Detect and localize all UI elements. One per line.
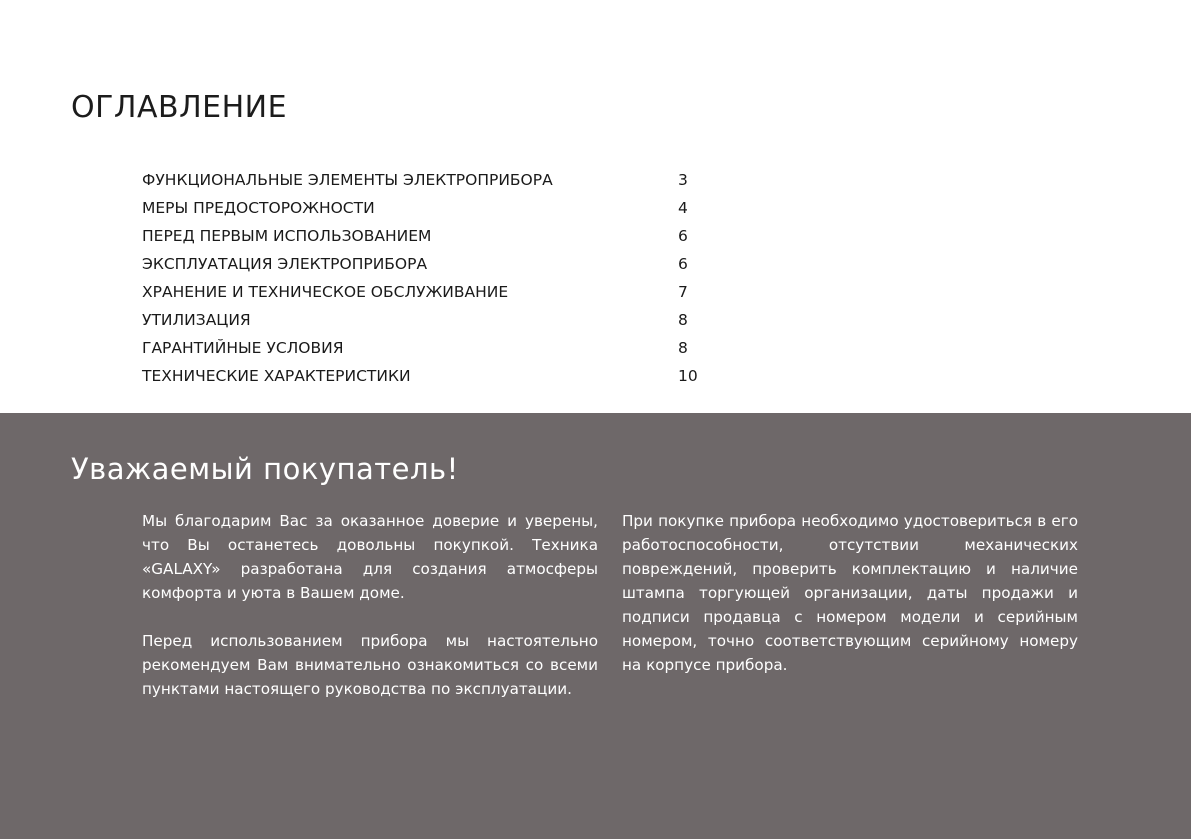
toc-item-page: 3 <box>678 171 688 189</box>
toc-item <box>142 222 742 250</box>
toc-item-page: 8 <box>678 339 688 357</box>
toc-item <box>142 194 742 222</box>
toc-item <box>142 166 742 194</box>
toc-item-page: 8 <box>678 311 688 329</box>
greeting-paragraph: Мы благодарим Вас за оказанное доверие и уверены, что Вы останетесь довольны покупкой. Техника «GALAXY» разработана для создания атмосферы комфорта и уюта в Вашем доме. <box>142 512 598 602</box>
toc-item-label: ФУНКЦИОНАЛЬНЫЕ ЭЛЕМЕНТЫ ЭЛЕКТРОПРИБОРА <box>142 171 553 189</box>
toc-item <box>142 362 742 390</box>
toc-item-label: УТИЛИЗАЦИЯ <box>142 311 251 329</box>
toc-item-page: 10 <box>678 367 698 385</box>
toc-item-page: 6 <box>678 227 688 245</box>
greeting-section <box>0 413 1191 839</box>
toc-item-label: ЭКСПЛУАТАЦИЯ ЭЛЕКТРОПРИБОРА <box>142 255 428 273</box>
greeting-paragraph: При покупке прибора необходимо удостовериться в его работоспособности, отсутствии механических повреждений, проверить комплектацию и наличие штампа торгующей организации, даты продажи и подписи продавца с номером модели и серийным номером, точно соответствующим серийному номеру на корпусе прибора. <box>622 512 1078 674</box>
toc-item-label: ГАРАНТИЙНЫЕ УСЛОВИЯ <box>142 339 344 357</box>
toc-item <box>142 306 742 334</box>
toc-item-label: МЕРЫ ПРЕДОСТОРОЖНОСТИ <box>142 199 375 217</box>
greeting-paragraph: Перед использованием прибора мы настоятельно рекомендуем Вам внимательно ознакомиться со всеми пунктами настоящего руководства по эксплуатации. <box>142 632 598 698</box>
toc-item-label: ХРАНЕНИЕ И ТЕХНИЧЕСКОЕ ОБСЛУЖИВАНИЕ <box>142 283 509 301</box>
toc-item-label: ТЕХНИЧЕСКИЕ ХАРАКТЕРИСТИКИ <box>142 367 411 385</box>
greeting-right-column <box>622 509 1078 701</box>
toc-item <box>142 250 742 278</box>
toc-item-label: ПЕРЕД ПЕРВЫМ ИСПОЛЬЗОВАНИЕМ <box>142 227 432 245</box>
toc-item <box>142 334 742 362</box>
toc-item-page: 6 <box>678 255 688 273</box>
toc-item <box>142 278 742 306</box>
toc-item-page: 4 <box>678 199 688 217</box>
greeting-left-column <box>142 509 598 725</box>
greeting-title: Уважаемый покупатель! <box>71 452 459 486</box>
toc-item-page: 7 <box>678 283 688 301</box>
table-of-contents-section <box>0 0 1191 413</box>
toc-title: ОГЛАВЛЕНИЕ <box>71 90 288 125</box>
toc-list <box>142 166 742 390</box>
